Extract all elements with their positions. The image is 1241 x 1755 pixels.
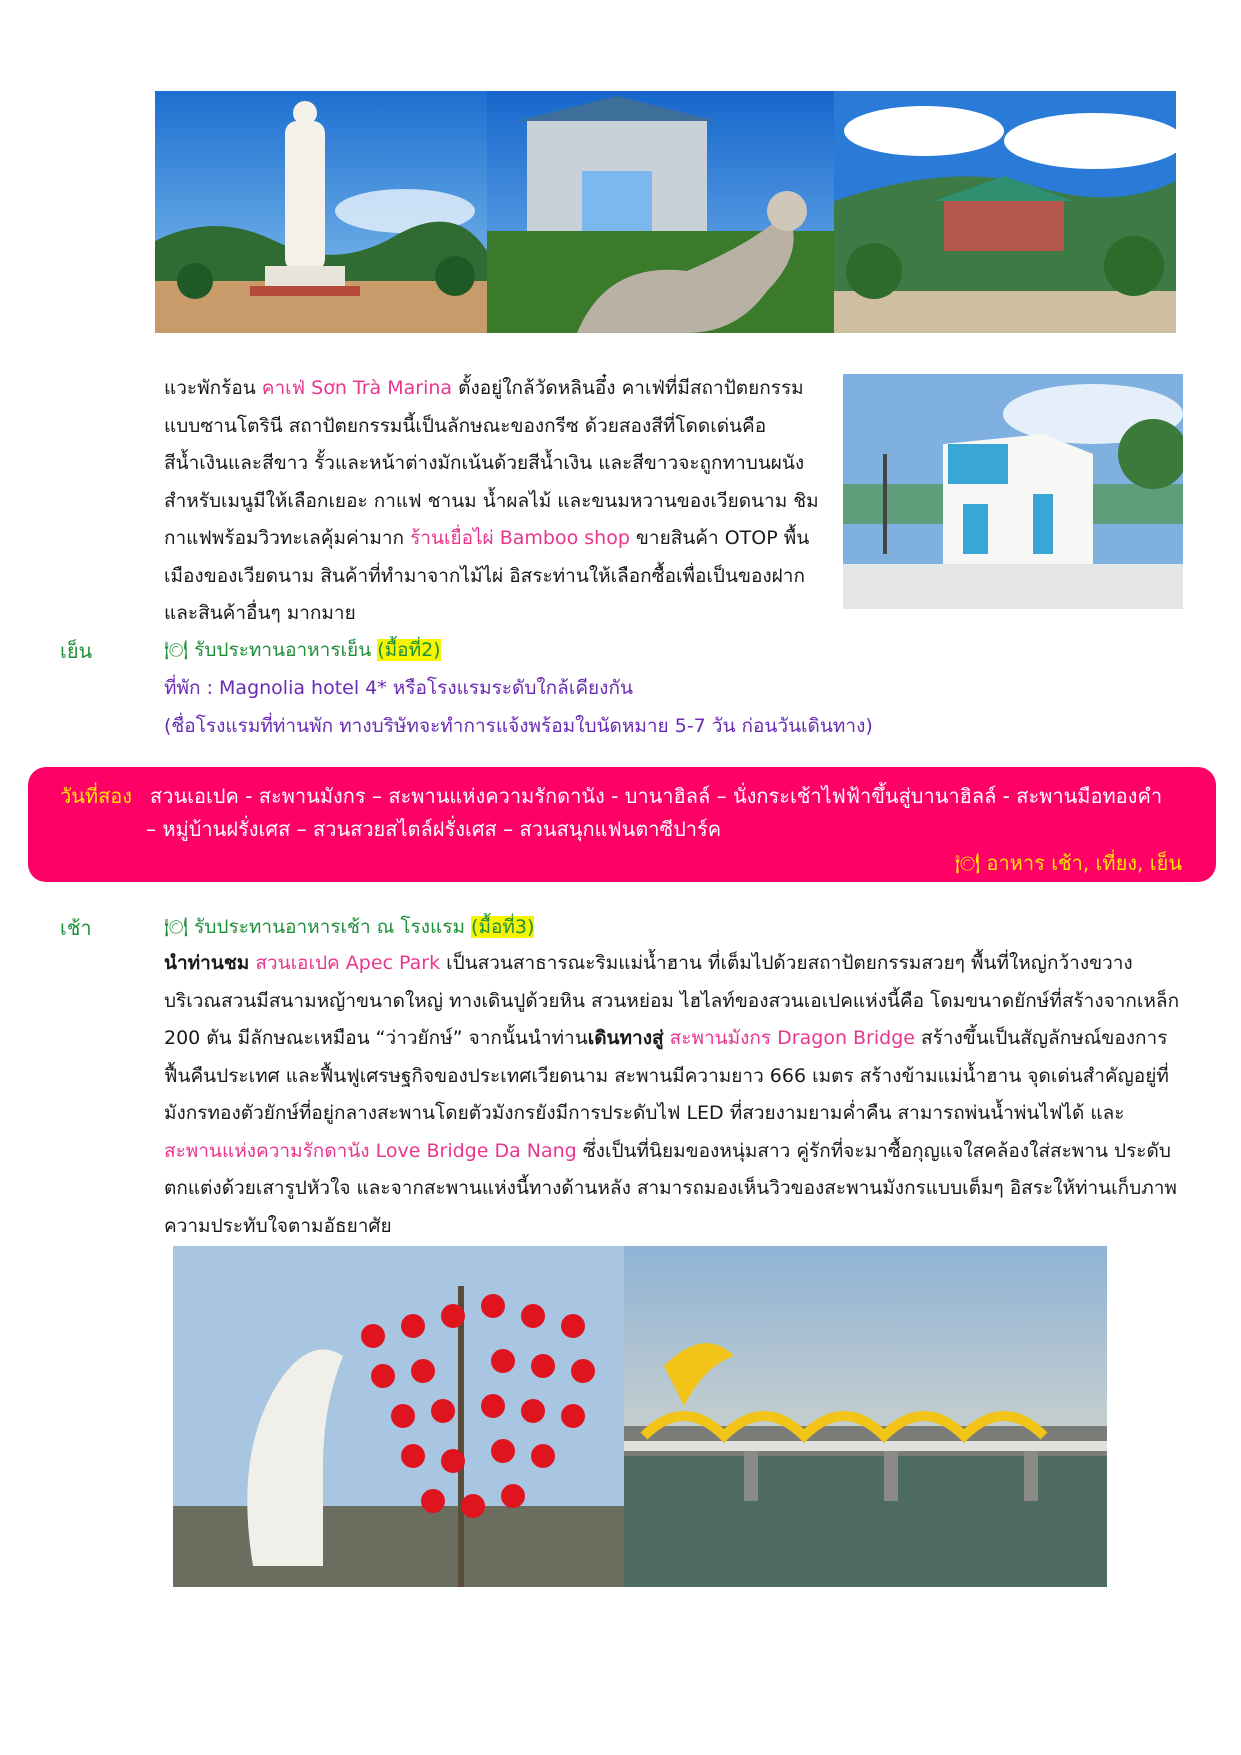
- bold-text: เดินทางสู่: [587, 1027, 664, 1049]
- intro-text: ตั้งอยู่ใกล้วัดหลินอึ๋ง คาเฟ่ที่มีสถาปัตยกรรมแบบซานโตรินี สถาปัตยกรรมนี้เป็นลักษณะของกรีซ ด้วยสองสีที่โดดเด่นคือสีน้ำเงินและสีขาว รั้วและหน้าต่างมักเน้นด้วยสีน้ำเงิน และสีขาวจะถูกทาบนผนัง สำหรับเมนูมีให้เลือกเยอะ กาแฟ ชานม น้ำผลไม้ และขนมหวานของเวียดนาม ชิมกาแฟพร้อมวิวทะเลคุ้มค่ามาก: [164, 377, 819, 549]
- intro-text: ขายสินค้า OTOP พื้นเมืองของเวียดนาม สินค้าที่ทำมาจากไม้ไผ่ อิสระท่านให้เลือกซื้อเพื่อเป็นของฝาก และสินค้าอื่นๆ มากมาย: [164, 527, 810, 624]
- body-text: เป็นสวนสาธารณะริมแม่น้ำฮาน ที่เต็มไปด้วยสถาปัตยกรรมสวยๆ พื้นที่ใหญ่กว้างขวาง บริเวณสวนมีสนามหญ้าขนาดใหญ่ ทางเดินปูด้วยหิน สวนหย่อม ไฮไลท์ของสวนเอเปคแห่งนี้คือ โดมขนาดยักษ์ที่สร้างจากเหล็ก 200 ตัน มีลักษณะเหมือน “ว่าวยักษ์” จากนั้นนำท่าน: [164, 952, 1180, 1049]
- bold-text: นำท่านชม: [164, 952, 250, 974]
- hotel-info: ที่พัก : Magnolia hotel 4* หรือโรงแรมระดับใกล้เคียงกัน: [164, 677, 633, 699]
- temple-gate-dragon-photo: [487, 91, 834, 333]
- breakfast-label: เช้า: [60, 916, 92, 940]
- body-text: สร้างขึ้นเป็นสัญลักษณ์ของการฟื้นคืนประเทศ และฟื้นฟูเศรษฐกิจของประเทศเวียดนาม สะพานมีความยาว 666 เมตร สร้างข้ามแม่น้ำฮาน จุดเด่นสำคัญอยู่ที่มังกรทองตัวยักษ์ที่อยู่กลางสะพานโดยตัวมังกรยังมีการประดับไฟ LED ที่สวยงามยามค่ำคืน สามารถพ่นน้ำพ่นไฟได้ และ: [164, 1027, 1169, 1124]
- day-title: วันที่สอง: [60, 784, 133, 808]
- dragon-bridge-name: สะพานมังกร Dragon Bridge: [669, 1027, 915, 1049]
- day-two-banner: [28, 767, 1216, 882]
- dragon-bridge-photo: [624, 1246, 1107, 1587]
- breakfast-meal: [164, 909, 534, 947]
- linh-ung-pagoda-photo: [834, 91, 1176, 333]
- intro-paragraph: [164, 370, 826, 633]
- dinner-meal-text: รับประทานอาหารเย็น: [188, 639, 378, 661]
- meal-icon: 🍽: [164, 639, 189, 661]
- cafe-name: คาเฟ่ Sơn Trà Marina: [261, 377, 453, 399]
- dinner-meal: [164, 632, 441, 670]
- love-bridge-hearts-photo: [173, 1246, 624, 1587]
- day-meals-text: อาหาร เช้า, เที่ยง, เย็น: [980, 851, 1182, 875]
- attractions-paragraph: [164, 945, 1182, 1245]
- meal-icon: 🍽: [164, 916, 189, 938]
- meal-number-badge: (มื้อที่3): [471, 916, 535, 938]
- day-meals: [955, 847, 1182, 879]
- breakfast-meal-text: รับประทานอาหารเช้า ณ โรงแรม: [188, 916, 472, 938]
- meal-icon: 🍽: [954, 851, 981, 875]
- hotel-note: (ชื่อโรงแรมที่ท่านพัก ทางบริษัทจะทำการแจ้งพร้อมใบนัดหมาย 5-7 วัน ก่อนวันเดินทาง): [164, 715, 873, 737]
- body-text: ซึ่งเป็นที่นิยมของหนุ่มสาว คู่รักที่จะมาซื้อกุญแจใสคล้องใส่สะพาน ประดับตกแต่งด้วยเสารูปหัวใจ และจากสะพานแห่งนี้ทางด้านหลัง สามารถมองเห็นวิวของสะพานมังกรแบบเต็มๆ อิสระให้ท่านเก็บภาพความประทับใจตามอัธยาศัย: [164, 1139, 1177, 1237]
- day-route-line: – หมู่บ้านฝรั่งเศส – สวนสวยสไตล์ฝรั่งเศส – สวนสนุกแฟนตาซีปาร์ค: [146, 817, 722, 841]
- intro-text: แวะพักร้อน: [164, 377, 262, 399]
- dinner-label: เย็น: [60, 639, 93, 663]
- apec-park-name: สวนเอเปค Apec Park: [255, 952, 441, 974]
- lady-buddha-statue-photo: [155, 91, 487, 333]
- day-route-line: สวนเอเปค - สะพานมังกร – สะพานแห่งความรักดานัง - บานาฮิลล์ – นั่งกระเช้าไฟฟ้าขึ้นสู่บานาฮิลล์ - สะพานมือทองคำ: [150, 784, 1163, 808]
- shop-name: ร้านเยื่อไผ่ Bamboo shop: [410, 527, 630, 549]
- love-bridge-name: สะพานแห่งความรักดานัง Love Bridge Da Nang: [164, 1139, 577, 1162]
- cafe-marina-photo: [843, 374, 1183, 609]
- meal-number-badge: (มื้อที่2): [377, 639, 441, 661]
